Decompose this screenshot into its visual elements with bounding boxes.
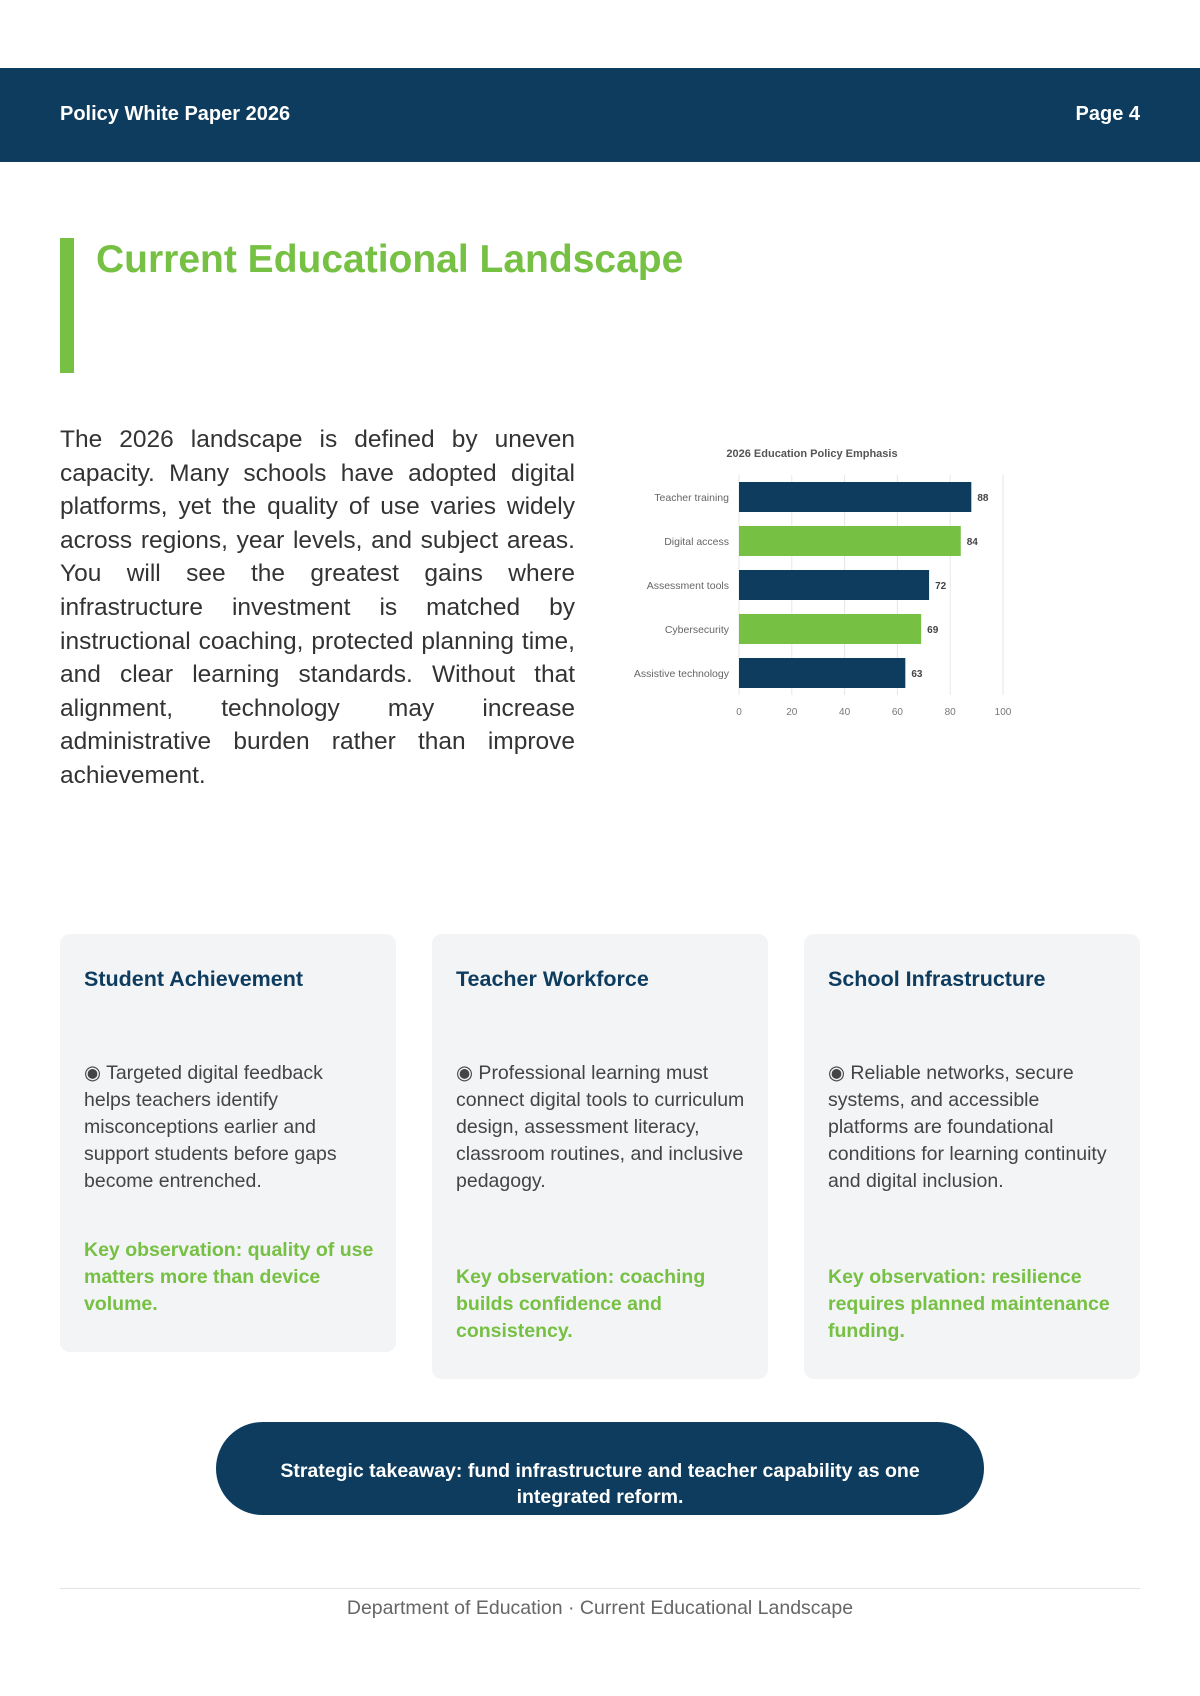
- card-title: School Infrastructure: [828, 967, 1046, 991]
- card-body: ◉ Targeted digital feedback helps teachers identify misconceptions earlier and support students before gaps become entrenched.: [84, 1062, 337, 1192]
- title-accent-bar: [60, 238, 74, 373]
- card-observation: Key observation: quality of use matters more than device volume.: [84, 1239, 374, 1315]
- card-title: Teacher Workforce: [456, 967, 649, 991]
- x-tick-label: 20: [786, 707, 798, 718]
- card-student-achievement: [60, 934, 396, 1352]
- x-tick-label: 100: [994, 707, 1012, 718]
- x-tick-label: 80: [944, 707, 956, 718]
- bar-teacher-training: [739, 482, 971, 512]
- card-observation: Key observation: resilience requires planned maintenance funding.: [828, 1266, 1110, 1342]
- category-label: Digital access: [664, 536, 729, 548]
- value-label: 88: [977, 493, 989, 504]
- category-label: Assistive technology: [633, 668, 729, 680]
- category-label: Assessment tools: [646, 580, 729, 592]
- category-label: Cybersecurity: [664, 624, 729, 636]
- page-header: [0, 68, 1200, 162]
- intro-paragraph: The 2026 landscape is defined by uneven capacity. Many schools have adopted digital platforms, yet the quality of use varies widely across regions, year levels, and subject areas. You will see the greatest gains where infrastructure investment is matched by instructional coaching, protected planning time, and clear learning standards. Without that alignment, technology may increase administrative burden rather than improve achievement.: [60, 426, 575, 789]
- chart-title: 2026 Education Policy Emphasis: [726, 448, 898, 460]
- value-label: 69: [927, 625, 939, 636]
- strategic-takeaway-banner: Strategic takeaway: fund infrastructure and teacher capability as one integrated reform.: [216, 1422, 984, 1515]
- card-body: ◉ Reliable networks, secure systems, and accessible platforms are foundational conditions for learning continuity and digital inclusion.: [828, 1062, 1107, 1192]
- category-label: Teacher training: [654, 492, 729, 504]
- bar-digital-access: [739, 526, 961, 556]
- footer-divider: [60, 1588, 1140, 1589]
- card-teacher-workforce: [432, 934, 768, 1379]
- bar-assistive-technology: [739, 658, 905, 688]
- document-title: Policy White Paper 2026: [60, 103, 291, 125]
- card-observation: Key observation: coaching builds confidence and consistency.: [456, 1266, 706, 1342]
- value-label: 84: [966, 537, 978, 548]
- card-title: Student Achievement: [84, 967, 304, 991]
- x-tick-label: 60: [891, 707, 903, 718]
- page-number: Page 4: [1075, 103, 1140, 125]
- value-label: 63: [911, 669, 923, 680]
- bar-assessment-tools: [739, 570, 929, 600]
- card-body: ◉ Professional learning must connect digital tools to curriculum design, assessment literacy, classroom routines, and inclusive pedagogy.: [456, 1062, 745, 1192]
- value-label: 72: [935, 581, 947, 592]
- page-footer: Department of Education · Current Educational Landscape: [346, 1597, 854, 1619]
- bar-cybersecurity: [739, 614, 921, 644]
- section-title: Current Educational Landscape: [96, 238, 684, 281]
- x-tick-label: 0: [736, 707, 742, 718]
- x-tick-label: 40: [839, 707, 851, 718]
- card-school-infrastructure: [804, 934, 1140, 1379]
- policy-emphasis-chart: [600, 440, 1020, 730]
